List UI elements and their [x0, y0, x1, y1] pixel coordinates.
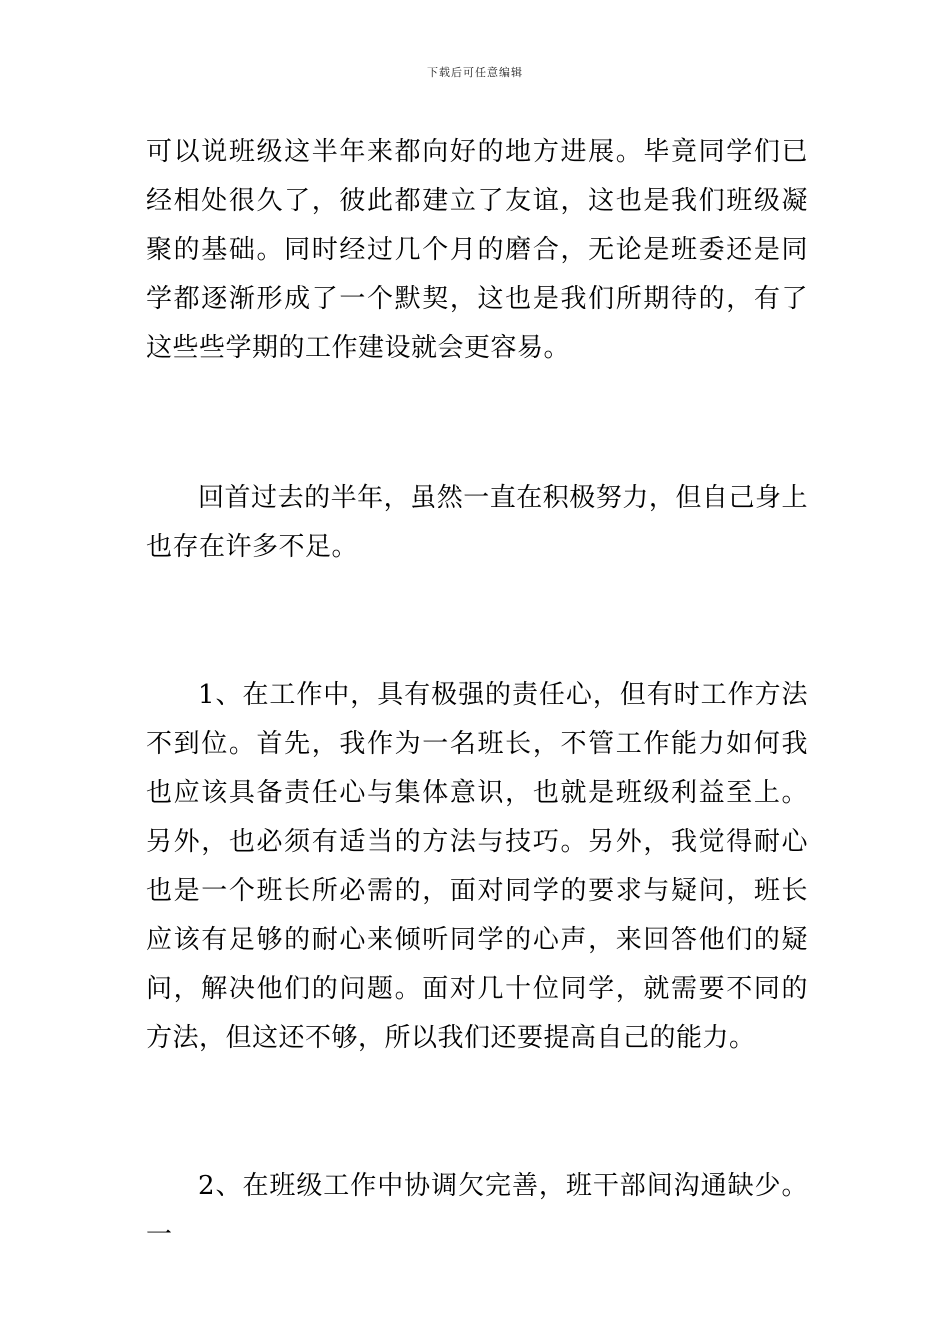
- page-header: 下载后可任意编辑: [427, 66, 523, 79]
- paragraph-point-1: 1、在工作中，具有极强的责任心，但有时工作方法不到位。首先，我作为一名班长，不管工作能力如何我也应该具备责任心与集体意识，也就是班级利益至上。另外，也必须有适当的方法与技巧。另外，我觉得耐心也是一个班长所必需的，面对同学的要求与疑问，班长应该有足够的耐心来倾听同学的心声，来回答他们的疑问，解决他们的问题。面对几十位同学，就需要不同的方法，但这还不够，所以我们还要提高自己的能力。: [146, 680, 808, 1053]
- paragraph-class-progress: 可以说班级这半年来都向好的地方进展。毕竟同学们已经相处很久了，彼此都建立了友谊，这也是我们班级凝聚的基础。同时经过几个月的磨合，无论是班委还是同学都逐渐形成了一个默契，这也是我们所期待的，有了这些些学期的工作建设就会更容易。: [146, 137, 808, 363]
- paragraph-point-2: 2、在班级工作中协调欠完善，班干部间沟通缺少。一: [146, 1171, 808, 1250]
- paragraph-self-reflection: 回首过去的半年，虽然一直在积极努力，但自己身上也存在许多不足。: [146, 483, 808, 562]
